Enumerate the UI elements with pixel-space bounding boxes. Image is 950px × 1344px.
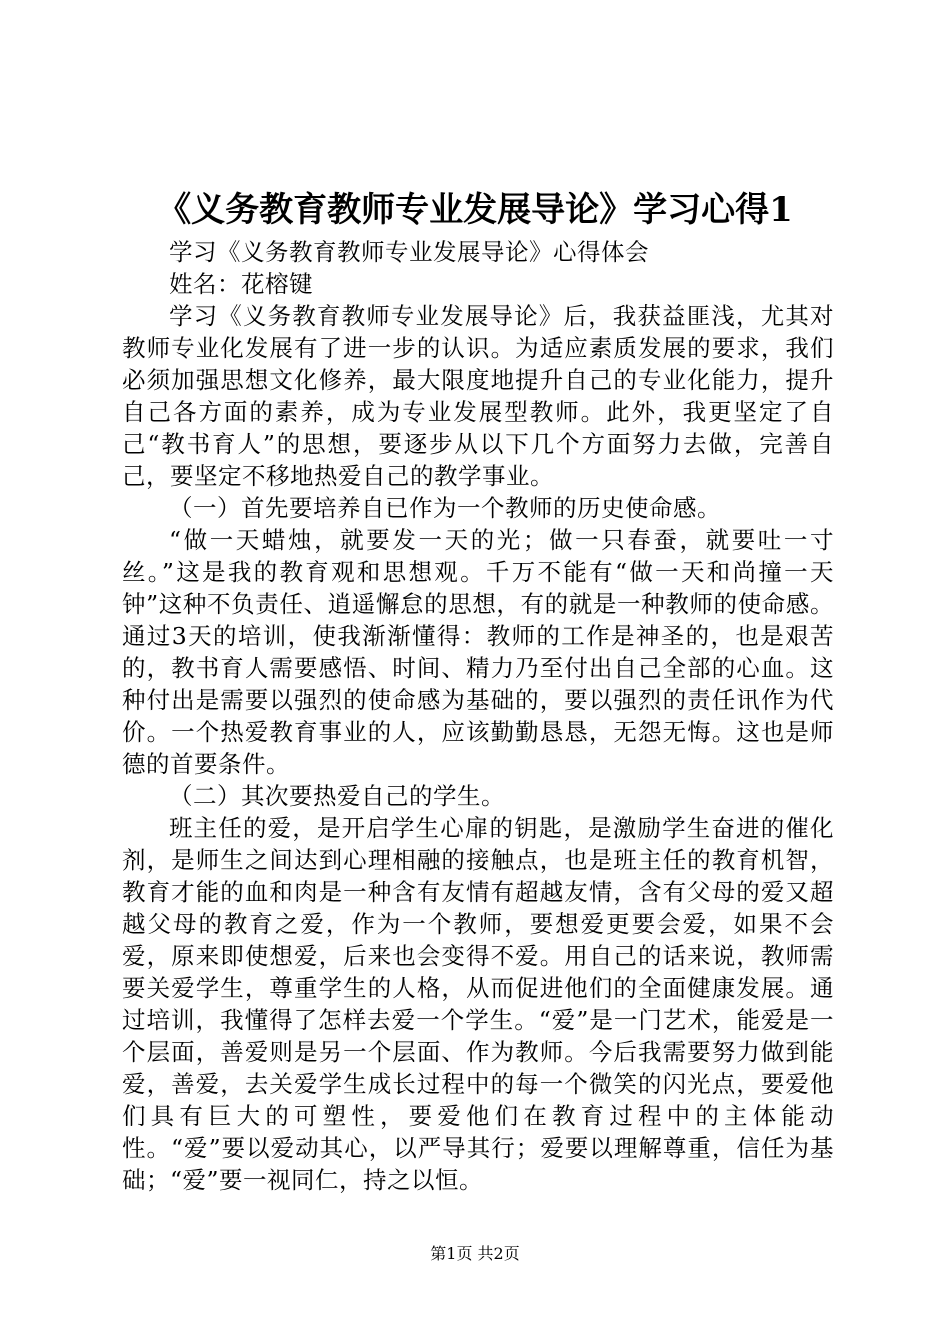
document-body: [122, 236, 834, 1196]
author-paragraph: 姓名：花榕键: [169, 270, 313, 298]
body-paragraph: 班主任的爱，是开启学生心扉的钥匙，是激励学生奋进的催化剂，是师生之间达到心理相融的接触点，也是班主任的教育机智，教育才能的血和肉是一种含有友情有超越友情，含有父母的爱又超越父母的教育之爱，作为一个教师，要想爱更要会爱，如果不会爱，原来即使想爱，后来也会变得不爱。用自己的话来说，教师需要关爱学生，尊重学生的人格，从而促进他们的全面健康发展。通过培训，我懂得了怎样去爱一个学生。“爱”是一门艺术，能爱是一个层面，善爱则是另一个层面、作为教师。今后我需要努力做到能爱，善爱，去关爱学生成长过程中的每一个微笑的闪光点，要爱他们具有巨大的可塑性，要爱他们在教育过程中的主体能动性。“爱”要以爱动其心，以严导其行；爱要以理解尊重，信任为基础；“爱”要一视同仁，持之以恒。: [122, 814, 834, 1194]
subtitle-paragraph: 学习《义务教育教师专业发展导论》心得体会: [169, 238, 649, 266]
body-paragraph: 学习《义务教育教师专业发展导论》后，我获益匪浅，尤其对教师专业化发展有了进一步的认识。为适应素质发展的要求，我们必须加强思想文化修养，最大限度地提升自己的专业化能力，提升自己各方面的素养，成为专业发展型教师。此外，我更坚定了自己“教书育人”的思想，要逐步从以下几个方面努力去做，完善自己，要坚定不移地热爱自己的教学事业。: [122, 302, 834, 490]
section-heading: （一）首先要培养自已作为一个教师的历史使命感。: [169, 494, 721, 522]
body-paragraph: “做一天蜡烛，就要发一天的光；做一只春蚕，就要吐一寸丝。”这是我的教育观和思想观。千万不能有“做一天和尚撞一天钟”这种不负责任、逍遥懈怠的思想，有的就是一种教师的使命感。通过3天的培训，使我渐渐懂得：教师的工作是神圣的，也是艰苦的，教书育人需要感悟、时间、精力乃至付出自己全部的心血。这种付出是需要以强烈的使命感为基础的，要以强烈的责任讯作为代价。一个热爱教育事业的人，应该勤勤恳恳，无怨无悔。这也是师德的首要条件。: [122, 526, 834, 778]
document-title: 《义务教育教师专业发展导论》学习心得1: [157, 190, 793, 230]
section-heading: （二）其次要热爱自己的学生。: [169, 782, 505, 810]
page-footer: 第1页 共2页: [430, 1244, 520, 1263]
